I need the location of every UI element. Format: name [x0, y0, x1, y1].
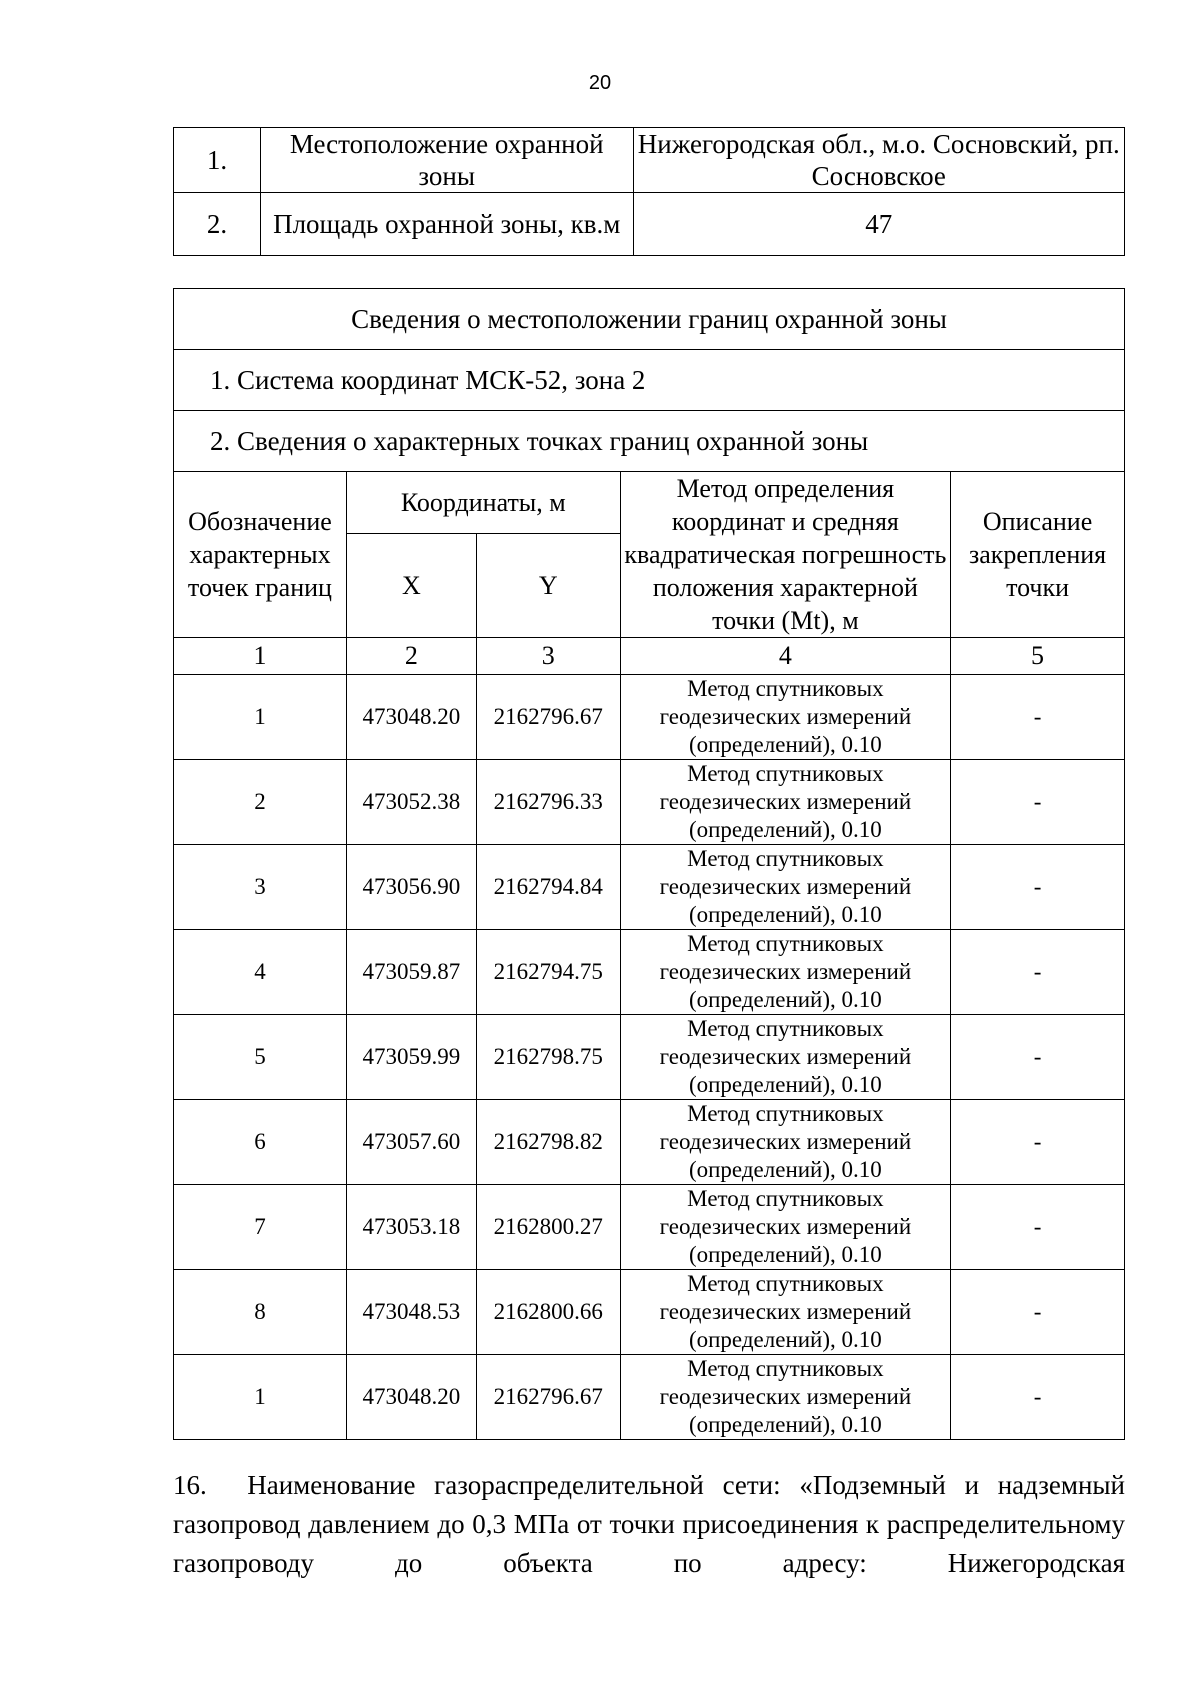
fixing-description: -: [951, 675, 1125, 760]
header-designation: Обозначение характерных точек границ: [174, 472, 347, 638]
method-description: Метод спутниковых геодезических измерений (определений), 0.10: [620, 845, 950, 930]
fixing-description: -: [951, 1270, 1125, 1355]
point-designation: 5: [174, 1015, 347, 1100]
table-row: [174, 930, 1125, 1015]
column-number: 3: [476, 638, 620, 675]
method-description: Метод спутниковых геодезических измерений (определений), 0.10: [620, 1270, 950, 1355]
point-designation: 3: [174, 845, 347, 930]
point-designation: 7: [174, 1185, 347, 1270]
table-row: [174, 1270, 1125, 1355]
coordinate-y: 2162800.27: [476, 1185, 620, 1270]
coordinate-y: 2162796.67: [476, 675, 620, 760]
coordinate-y: 2162794.75: [476, 930, 620, 1015]
coordinate-y: 2162796.33: [476, 760, 620, 845]
point-designation: 2: [174, 760, 347, 845]
boundary-coordinates-table: [173, 288, 1125, 1440]
coordinate-system: 1. Система координат МСК-52, зона 2: [174, 350, 1125, 411]
fixing-description: -: [951, 1100, 1125, 1185]
zone-info-table: [173, 127, 1125, 256]
fixing-description: -: [951, 930, 1125, 1015]
coordinate-y: 2162796.67: [476, 1355, 620, 1440]
point-designation: 1: [174, 1355, 347, 1440]
method-description: Метод спутниковых геодезических измерений (определений), 0.10: [620, 930, 950, 1015]
table-title: Сведения о местоположении границ охранной зоны: [174, 289, 1125, 350]
info-row-number: 1.: [174, 128, 261, 193]
info-row-location: [174, 128, 1125, 193]
info-row-label: Площадь охранной зоны, кв.м: [260, 193, 633, 256]
coordinate-system-row: [174, 350, 1125, 411]
coordinate-x: 473059.87: [346, 930, 476, 1015]
table-title-row: [174, 289, 1125, 350]
coordinate-y: 2162794.84: [476, 845, 620, 930]
column-numbers-row: [174, 638, 1125, 675]
coordinate-y: 2162800.66: [476, 1270, 620, 1355]
coordinate-x: 473057.60: [346, 1100, 476, 1185]
table-row: [174, 1185, 1125, 1270]
column-number: 1: [174, 638, 347, 675]
info-row-label: Местоположение охранной зоны: [260, 128, 633, 193]
point-designation: 8: [174, 1270, 347, 1355]
column-number: 2: [346, 638, 476, 675]
table-row: [174, 1355, 1125, 1440]
coordinate-x: 473048.53: [346, 1270, 476, 1355]
header-method: Метод определения координат и средняя квадратическая погрешность положения характерной точки (Mt), м: [620, 472, 950, 638]
coordinate-x: 473053.18: [346, 1185, 476, 1270]
points-caption: 2. Сведения о характерных точках границ охранной зоны: [174, 411, 1125, 472]
table-row: [174, 1100, 1125, 1185]
section-16-paragraph: 16. Наименование газораспределительной сети: «Подземный и надземный газопровод давлением до 0,3 МПа от точки присоединения к распределительному газопроводу до объекта по адресу: Нижегородская: [173, 1470, 1125, 1578]
table-row: [174, 760, 1125, 845]
column-number: 4: [620, 638, 950, 675]
table-row: [174, 1015, 1125, 1100]
header-description: Описание закрепления точки: [951, 472, 1125, 638]
fixing-description: -: [951, 1355, 1125, 1440]
coordinate-x: 473056.90: [346, 845, 476, 930]
page-number: 20: [588, 72, 612, 94]
info-row-value: Нижегородская обл., м.о. Сосновский, рп. Сосновское: [633, 128, 1124, 193]
info-row-value: 47: [633, 193, 1124, 256]
method-description: Метод спутниковых геодезических измерений (определений), 0.10: [620, 1100, 950, 1185]
column-number: 5: [951, 638, 1125, 675]
header-coordinates: Координаты, м: [346, 472, 620, 534]
header-y: Y: [476, 534, 620, 638]
info-row-area: [174, 193, 1125, 256]
fixing-description: -: [951, 1185, 1125, 1270]
point-designation: 4: [174, 930, 347, 1015]
point-designation: 6: [174, 1100, 347, 1185]
coordinate-y: 2162798.75: [476, 1015, 620, 1100]
method-description: Метод спутниковых геодезических измерений (определений), 0.10: [620, 675, 950, 760]
info-row-number: 2.: [174, 193, 261, 256]
method-description: Метод спутниковых геодезических измерений (определений), 0.10: [620, 1185, 950, 1270]
table-row: [174, 845, 1125, 930]
coordinate-y: 2162798.82: [476, 1100, 620, 1185]
coordinate-x: 473052.38: [346, 760, 476, 845]
method-description: Метод спутниковых геодезических измерений (определений), 0.10: [620, 1015, 950, 1100]
point-designation: 1: [174, 675, 347, 760]
header-x: X: [346, 534, 476, 638]
fixing-description: -: [951, 845, 1125, 930]
table-row: [174, 675, 1125, 760]
coordinate-x: 473048.20: [346, 675, 476, 760]
header-row: [174, 472, 1125, 534]
method-description: Метод спутниковых геодезических измерений (определений), 0.10: [620, 760, 950, 845]
coordinate-x: 473059.99: [346, 1015, 476, 1100]
fixing-description: -: [951, 1015, 1125, 1100]
fixing-description: -: [951, 760, 1125, 845]
points-caption-row: [174, 411, 1125, 472]
coordinate-x: 473048.20: [346, 1355, 476, 1440]
method-description: Метод спутниковых геодезических измерений (определений), 0.10: [620, 1355, 950, 1440]
